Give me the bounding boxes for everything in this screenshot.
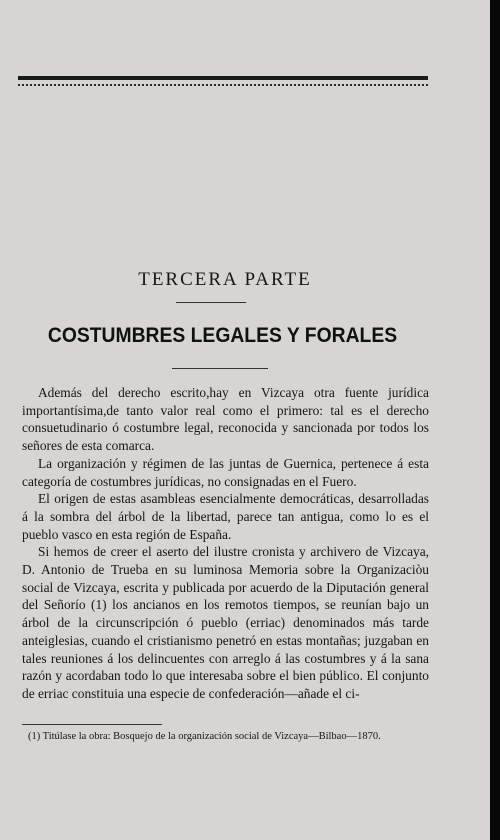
part-title-rule xyxy=(176,302,246,303)
part-title: TERCERA PARTE xyxy=(138,269,312,290)
chapter-title-rule xyxy=(172,368,268,369)
scan-edge xyxy=(490,0,500,840)
footnote: (1) Titúlase la obra: Bosquejo de la organización social de Vizcaya—Bilbao—1870. xyxy=(28,731,381,742)
paragraph: Además del derecho escrito,hay en Vizcaya otra fuente jurídica importantísima,de tanto valor real como el primero: tal es el derecho consuetudinario ó costumbre legal, reconocida y sancionada por todos los señores de esta comarca. xyxy=(22,385,429,454)
paragraph: Si hemos de creer el aserto del ilustre cronista y archivero de Vizcaya, D. Antonio de Trueba en su luminosa Memoria sobre la Organizaciòu social de Vizcaya, escrita y publicada por acuerdo de la Diputación general del Señorío (1) los ancianos en los remotos tiempos, se reunían bajo un árbol de la circunscripción ó pueblo (erriac) denominados más tarde anteiglesias, cuando el cristianismo penetró en estas montañas; juzgaban en tales reuniones á los delincuentes con arreglo á las costumbres y á la sana razón y acordaban todo lo que interesaba sobre el bien público. El conjunto de erriac constituia una especie de confederación—añade el ci- xyxy=(22,544,429,701)
header-rule-dotted xyxy=(18,84,428,87)
paragraph: El origen de estas asambleas esencialmente democráticas, desarrolladas á la sombra del árbol de la libertad, parece tan antigua, como lo es el pueblo vasco en esta región de España. xyxy=(22,491,429,542)
header-rule-thick xyxy=(18,76,428,80)
chapter-title: COSTUMBRES LEGALES Y FORALES xyxy=(47,324,398,347)
body-text xyxy=(22,384,429,703)
paragraph: La organización y régimen de las juntas de Guernica, pertenece á esta categoría de costumbres jurídicas, no consignadas en el Fuero. xyxy=(22,455,429,489)
header-double-rule xyxy=(18,76,428,87)
footnote-rule xyxy=(22,724,162,725)
